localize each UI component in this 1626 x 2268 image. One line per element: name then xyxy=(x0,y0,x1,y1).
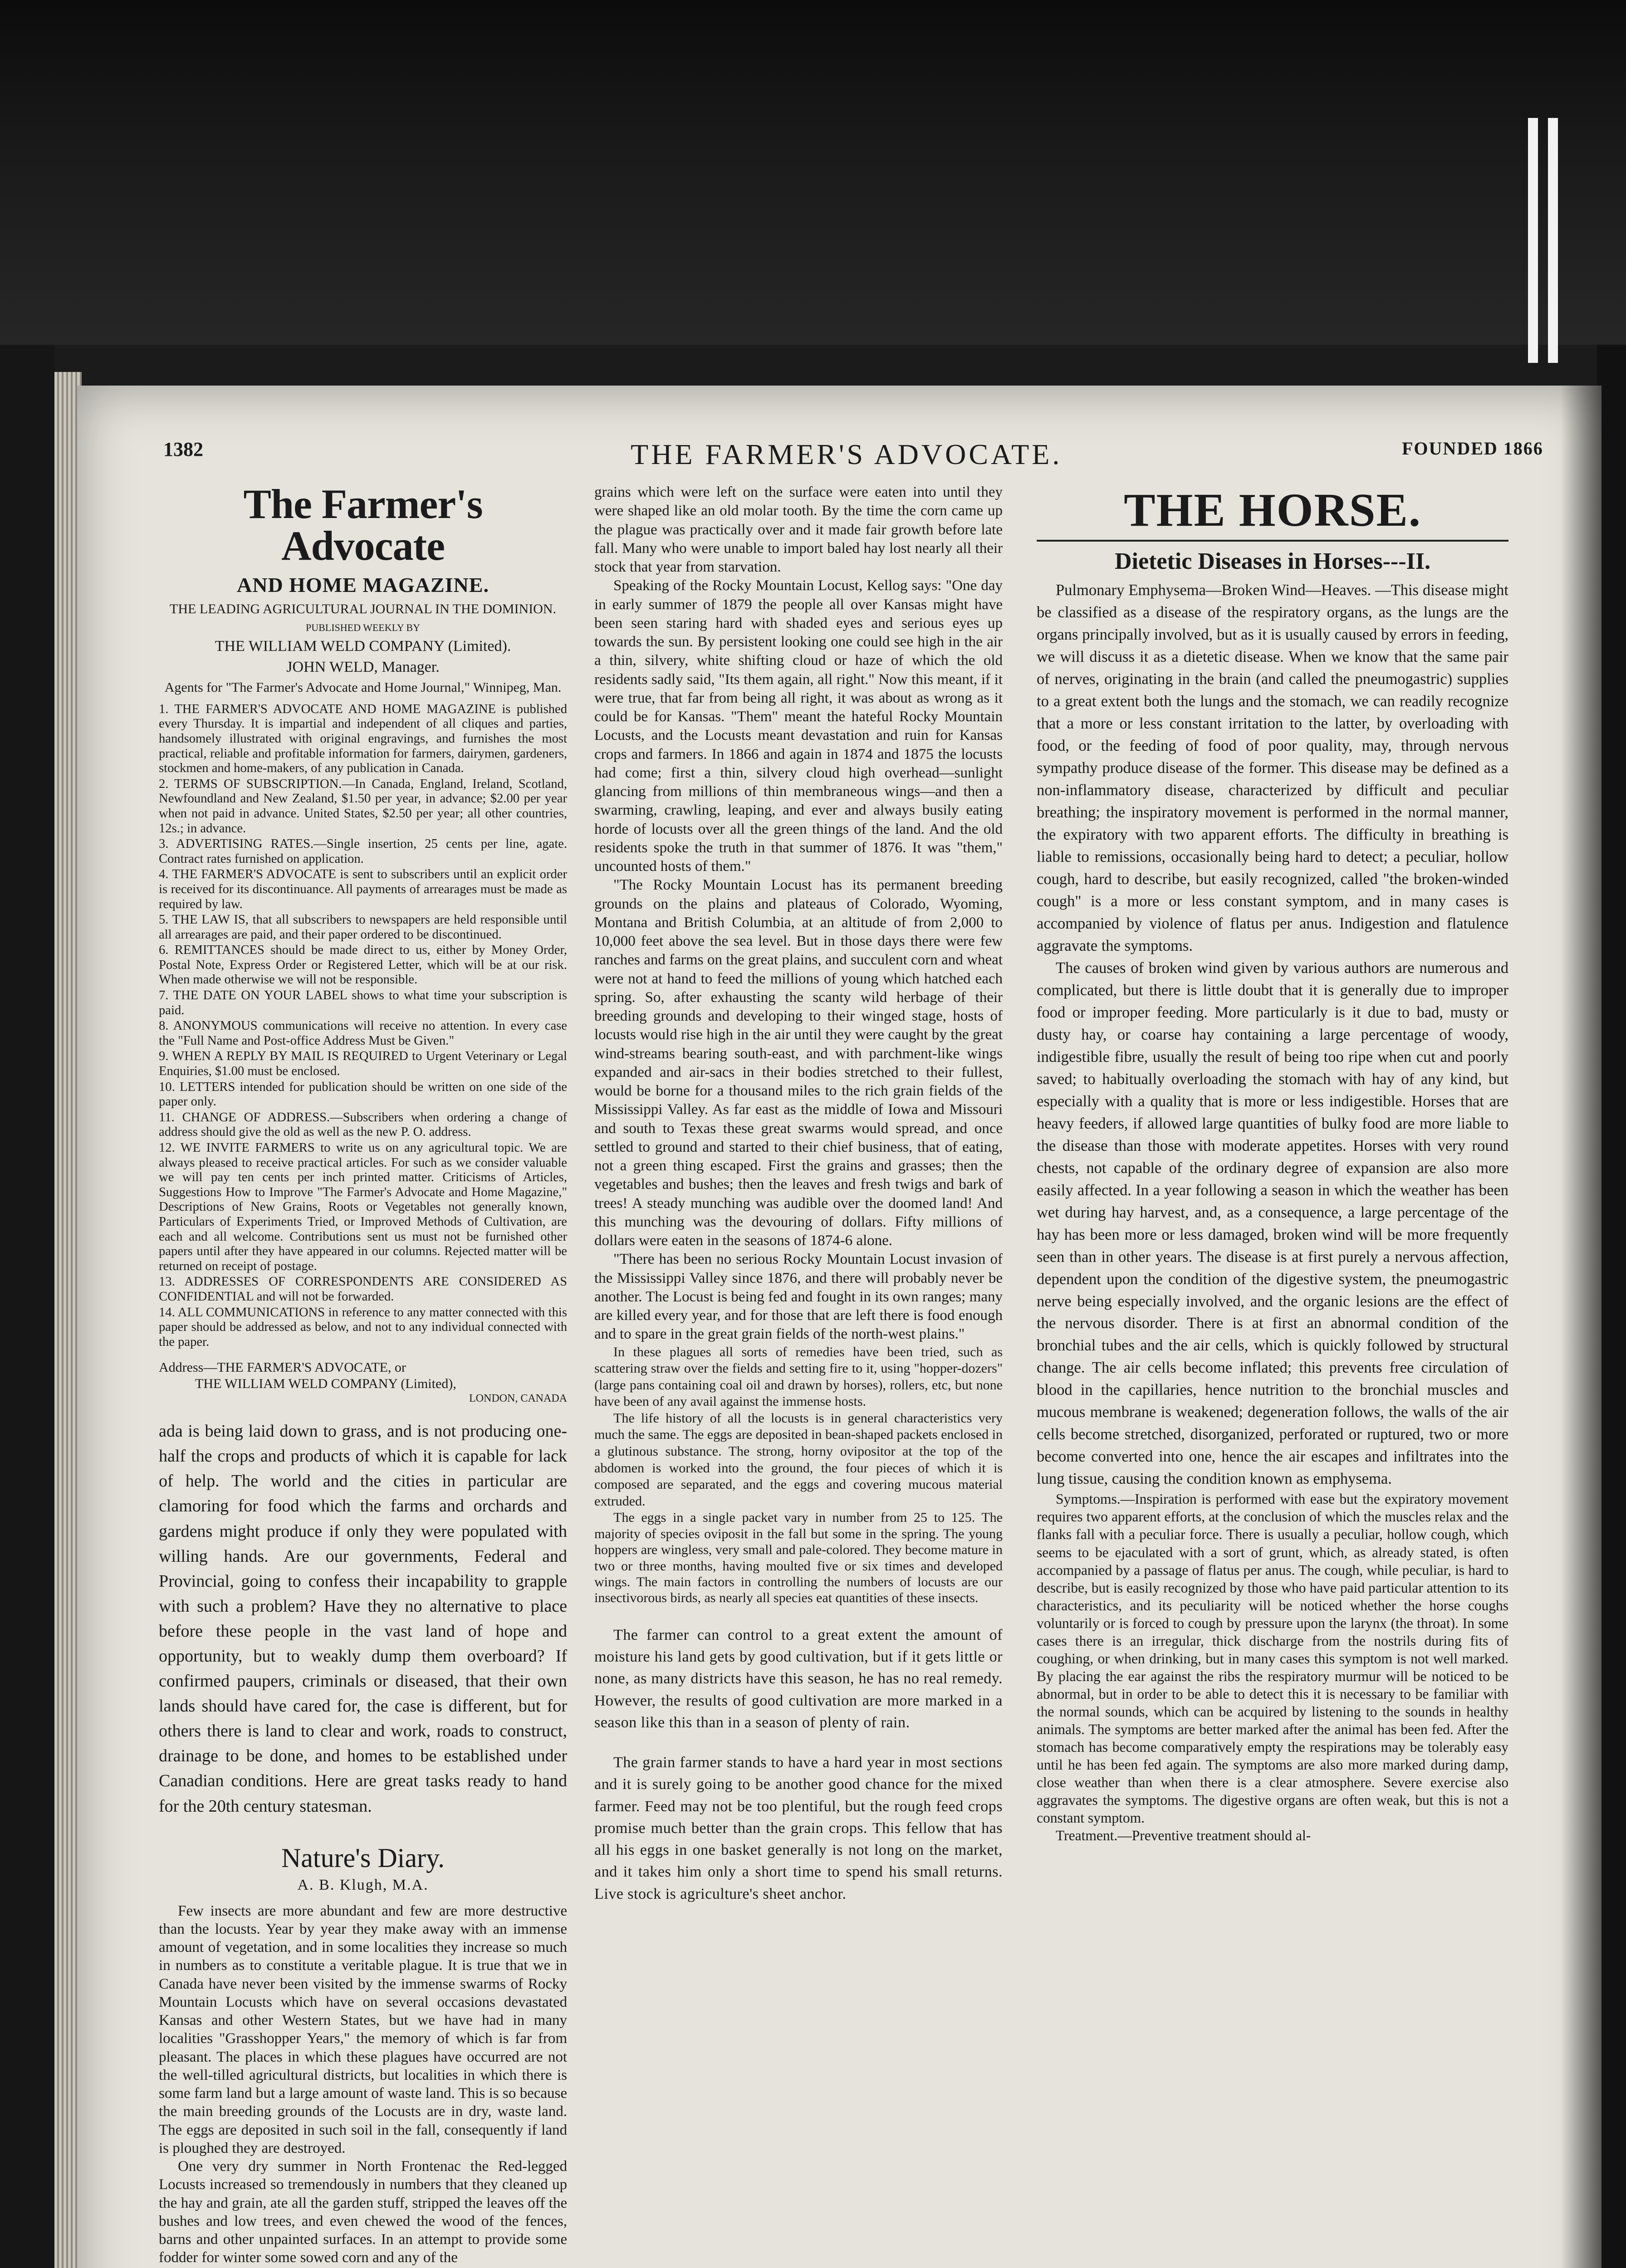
term-item: 4. THE FARMER'S ADVOCATE is sent to subscribers until an explicit order is received for its discontinuance. All payments of arrearages must be made as required by law. xyxy=(159,867,567,911)
agents-note: Agents for "The Farmer's Advocate and Home Journal," Winnipeg, Man. xyxy=(164,679,562,695)
address-block xyxy=(159,1359,567,1405)
column-2 xyxy=(594,483,1003,1905)
microfilm-mark-right xyxy=(1548,118,1558,363)
editorial-paragraph: The farmer can control to a great extent the amount of moisture his land gets by good cultivation, but if it gets little or none, as many districts have this season, he has no real remedy. However, the results of good cultivation are more marked in a season like this than in a season of plenty of rain. xyxy=(594,1626,1003,1731)
masthead-tagline: THE LEADING AGRICULTURAL JOURNAL IN THE DOMINION. xyxy=(170,601,556,616)
natures-diary-article xyxy=(159,1843,567,2267)
page-gutter-shadow xyxy=(1561,386,1602,2268)
article-paragraph: Symptoms.—Inspiration is performed with ease but the expiratory movement requires two apparent efforts, at the conclusion of which the muscles relax and the flanks fall with a peculiar force. There is usually a peculiar, hollow cough, which seems to be ejaculated with a sort of grunt, which, as already stated, is often accompanied by a passage of flatus per anus. The cough, while peculiar, is hard to describe, but is easily recognized by those who have paid particular attention to its characteristics, and its peculiarity will be noticed whether the horse coughs voluntarily or is forced to cough by pressure upon the larynx (the throat). In some cases there is an irregular, thick discharge from the nostrils during fits of coughing, or when drinking, but in many cases this symptom is not well marked. By placing the ear against the ribs the respiratory murmur will be noticed to be abnormal, but in order to be able to detect this it is necessary to be familiar with the normal sounds, which can be acquired by listening to the sounds in healthy animals. The symptoms are better marked after the animal has been fed. After the stomach has become comparatively empty the respirations may be tolerably easy until he has been fed again. The symptoms are also more marked during damp, close weather than when there is a clear atmosphere. Severe exercise also aggravates the symptoms. The digestive organs are often weak, but this is not a constant symptom. xyxy=(1037,1491,1508,1826)
article-paragraph: The causes of broken wind given by various authors are numerous and complicated, but there is little doubt that it is generally due to improper food or improper feeding. More particularly is it due to bad, musty or dusty hay, or coarse hay containing a large percentage of woody, indigestible fibre, usually the result of being too ripe when cut and poorly saved; to habitually overloading the stomach with hay of any kind, but especially with a quality that is more or less indigestible. Horses that are heavy feeders, if allowed large quantities of bulky food are more liable to the disease than those with moderate appetites. Horses with very round chests, not capable of the ordinary degree of expansion are also more easily affected. In a year following a season in which the weather has been wet during hay harvest, and, as a consequence, a large percentage of the hay has been more or less damaged, broken wind will be more frequently seen than in other years. The disease is at first purely a nervous affection, dependent upon the condition of the digestive system, the pneumogastric nerve being especially involved, and the organic lesions are the effect of the nervous disorder. There is at first an abnormal condition of the bronchial tubes and the air cells, which is quickly followed by structural change. The air cells become inflated; this prevents free circulation of blood in the capillaries, hence nutrition to the bronchial muscles and mucous membrane is weakened; degeneration follows, the walls of the air cells become stretched, disorganized, perforated or ruptured, two or more become converted into one, hence the air escapes and infiltrates into the lung tissue, causing the condition known as emphysema. xyxy=(1037,959,1508,1488)
article-paragraph: The life history of all the locusts is in general characteristics very much the same. The eggs are deposited in bean-shaped packets enclosed in a glutinous substance. The strong, horny ovipositor at the top of the abdomen is worked into the ground, the four pieces of which it is composed are separated, and the eggs and covering mucous material extruded. xyxy=(594,1410,1003,1509)
article-paragraph: "The Rocky Mountain Locust has its permanent breeding grounds on the plains and plateaus of Colorado, Wyoming, Montana and British Columbia, at an altitude of from 2,000 to 10,000 feet above the sea level. But in those days there were few ranches and farms on the great plains, and succulent corn and wheat were not at hand to feed the millions of young which hatched each spring. So, after exhausting the scanty wild herbage of their breeding grounds and developing to their winged stage, hosts of locusts would rise high in the air until they were caught by the great wind-streams bearing south-east, and with parchment-like wings expanded and air-sacs in their bodies stretched to their fullest, would be borne for a thousand miles to the rich grain fields of the Mississippi Valley. As far east as the middle of Iowa and Missouri and south to Texas these great swarms would spread, and once settled to ground and started to their chief business, that of eating, not a green thing escaped. First the grains and grasses; then the vegetables and bushes; then the leaves and fresh twigs and bark of trees! A steady munching was audible over the doomed land! And this munching was the devouring of dollars. Fifty millions of dollars were eaten in the seasons of 1874-6 alone. xyxy=(594,877,1003,1249)
page-number: 1382 xyxy=(163,438,203,460)
masthead-subtitle: AND HOME MAGAZINE. xyxy=(237,573,489,596)
publisher-name: THE WILLIAM WELD COMPANY (Limited). xyxy=(215,637,511,655)
term-item: 13. ADDRESSES OF CORRESPONDENTS ARE CONSIDERED AS CONFIDENTIAL and will not be forwarded. xyxy=(159,1275,567,1304)
term-item: 7. THE DATE ON YOUR LABEL shows to what time your subscription is paid. xyxy=(159,988,567,1017)
term-item: 1. THE FARMER'S ADVOCATE AND HOME MAGAZINE is published every Thursday. It is impartial and independent of all cliques and parties, handsomely illustrated with original engravings, and furnishes the most practical, reliable and profitable information for farmers, dairymen, gardeners, stockmen and home-makers, of any publication in Canada. xyxy=(159,702,567,776)
article-author: A. B. Klugh, M.A. xyxy=(297,1876,429,1893)
term-item: 11. CHANGE OF ADDRESS.—Subscribers when ordering a change of address should give the old as well as the new P. O. address. xyxy=(159,1110,567,1139)
term-item: 2. TERMS OF SUBSCRIPTION.—In Canada, England, Ireland, Scotland, Newfoundland and New Zealand, $1.50 per year, in advance; $2.00 per year when not paid in advance. United States, $2.50 per year; all other countries, 12s.; in advance. xyxy=(159,777,567,836)
editorial-paragraph: The grain farmer stands to have a hard year in most sections and it is surely going to be another good chance for the mixed farmer. Feed may not be too plentiful, but the rough feed crops promise much better than the grain crops. This fellow that has all his eggs in one basket generally is not long on the market, and it takes him only a short time to spend his small returns. Live stock is agriculture's sheet anchor. xyxy=(594,1754,1003,1902)
article-paragraph: grains which were left on the surface were eaten into until they were shaped like an old molar tooth. By the time the corn came up the plague was practically over and it made fair growth before late fall. Many who were unable to import baled hay lost nearly all their stock that year from starvation. xyxy=(594,484,1003,575)
article-paragraph: Treatment.—Preventive treatment should al- xyxy=(1056,1828,1311,1844)
microfilm-top-margin xyxy=(0,0,1626,345)
term-item: 9. WHEN A REPLY BY MAIL IS REQUIRED to Urgent Veterinary or Legal Enquiries, $1.00 must be enclosed. xyxy=(159,1049,567,1079)
column-1 xyxy=(159,483,567,2267)
term-item: 5. THE LAW IS, that all subscribers to newspapers are held responsible until all arrearages are paid, and their paper ordered to be discontinued. xyxy=(159,913,567,942)
article-title: Nature's Diary. xyxy=(281,1843,445,1873)
section-title: THE HORSE. xyxy=(1124,484,1421,536)
founded-label: FOUNDED 1866 xyxy=(1402,438,1543,459)
term-item: 6. REMITTANCES should be made direct to us, either by Money Order, Postal Note, Express Order or Registered Letter, which will be at our risk. When made otherwise we will not be responsible. xyxy=(159,943,567,987)
term-item: 8. ANONYMOUS communications will receive no attention. In every case the "Full Name and Post-office Address Must be Given." xyxy=(159,1019,567,1048)
address-line: Address—THE FARMER'S ADVOCATE, or xyxy=(159,1360,406,1375)
article-title: Dietetic Diseases in Horses---II. xyxy=(1114,548,1431,574)
article-paragraph: In these plagues all sorts of remedies have been tried, such as scattering straw over the fields and setting fire to it, using "hopper-dozers" (large pans containing coal oil and drawn by horses), rollers, etc, but none have been of any avail against the immense hosts. xyxy=(594,1344,1003,1409)
article-paragraph: Speaking of the Rocky Mountain Locust, Kellog says: "One day in early summer of 1879 the people all over Kansas might have been seen staring hard with shaded eyes and serious eyes up towards the sun. By persistent looking one could see high in the air a thin, silvery, white shifting cloud or haze of which the old residents sadly said, "Its them again, all right." Now this meant, if it were true, that far from being all right, it was about as wrong as it could be for Kansas. "Them" meant the hateful Rocky Mountain Locusts, and the Locusts meant devastation and ruin for Kansas crops and farmers. In 1866 and again in 1874 and 1875 the locusts had come; first a thin, silvery cloud high overhead—sunlight glancing from millions of thin membraneous wings—and then a swarming, crawling, leaping, and ever and always busily eating horde of locusts over all the green things of the land. And the old residents spoke the truth in that summer of 1876. It was "them," uncounted hosts of them." xyxy=(594,577,1003,875)
term-item: 3. ADVERTISING RATES.—Single insertion, 25 cents per line, agate. Contract rates furnished on application. xyxy=(159,837,567,866)
article-paragraph: "There has been no serious Rocky Mountain Locust invasion of the Mississippi Valley since 1876, and there will probably never be another. The Locust is being fed and fought in its own ranges; many are killed every year, and for those that are left there is food enough and to spare in the great grain fields of the north-west plains." xyxy=(594,1251,1003,1343)
manager-name: JOHN WELD, Manager. xyxy=(286,658,440,675)
address-city: LONDON, CANADA xyxy=(469,1393,567,1405)
address-line: THE WILLIAM WELD COMPANY (Limited), xyxy=(195,1376,456,1392)
article-paragraph: The eggs in a single packet vary in number from 25 to 125. The majority of species oviposit in the fall but some in the spring. The young hoppers are wingless, very small and pale-colored. They become mature in two or three months, having moulted five or six times and developed wings. The main factors in controlling the numbers of locusts are our insectivorous birds, as nearly all species eat quantities of these insects. xyxy=(594,1510,1003,1606)
subscription-terms xyxy=(159,702,567,1350)
column-3 xyxy=(1037,483,1508,1844)
article-paragraph: Few insects are more abundant and few are more destructive than the locusts. Year by year they make away with an immense amount of vegetation, and in some localities they increase so much in numbers as to constitute a veritable plague. It is true that we in Canada have never been visited by the immense swarms of Rocky Mountain Locusts which have on several occasions devastated Kansas and other Western States, but we have had in many localities "Grasshopper Years," the memory of which is far from pleasant. The places in which these plagues have occurred are not the well-tilled agricultural districts, but localities in which there is some farm land but a large amount of waste land. This is so because the main breeding grounds of the Locusts are in dry, waste land. The eggs are deposited in such soil in the fall, consequently if land is ploughed they are destroyed. xyxy=(159,1902,567,2156)
published-weekly-label: PUBLISHED WEEKLY BY xyxy=(305,621,420,633)
term-item: 14. ALL COMMUNICATIONS in reference to any matter connected with this paper should be addressed as below, and not to any individual connected with the paper. xyxy=(159,1305,567,1349)
microfilm-mark-left xyxy=(1528,118,1538,363)
masthead-title: The Farmer's Advocate xyxy=(243,481,483,569)
term-item: 10. LETTERS intended for publication should be written on one side of the paper only. xyxy=(159,1080,567,1109)
section-rule xyxy=(1037,540,1508,542)
article-paragraph: One very dry summer in North Frontenac the Red-legged Locusts increased so tremendously in numbers that they cleaned up the hay and grain, ate all the garden stuff, stripped the leaves off the bushes and low trees, and even chewed the wood of the fences, barns and other unpainted surfaces. In an attempt to provide some fodder for winter some sowed corn and any of the xyxy=(159,2158,567,2266)
newspaper-page xyxy=(77,386,1602,2268)
editorial-text: ada is being laid down to grass, and is not producing one-half the crops and products of which it is capable for lack of help. The world and the cities in particular are clamoring for food which the farms and orchards and gardens might produce if only they were populated with willing hands. Are our governments, Federal and Provincial, going to confess their incapability to grapple with such a problem? Have they no alternative to place before these people in the vast land of hope and opportunity, but to weakly dump them overboard? If confirmed paupers, criminals or diseased, that their own lands should have cared for, the case is different, but for others there is land to clear and work, roads to construct, drainage to be done, and homes to be established under Canadian conditions. Here are great tasks ready to hand for the 20th century statesman. xyxy=(159,1422,567,1816)
microfilm-left-margin xyxy=(0,345,54,2268)
masthead xyxy=(159,483,567,1405)
term-item: 12. WE INVITE FARMERS to write us on any agricultural topic. We are always pleased to receive practical articles. For such as we consider valuable we will pay ten cents per inch printed matter. Criticisms of Articles, Suggestions How to Improve "The Farmer's Advocate and Home Magazine," Descriptions of New Grains, Roots or Vegetables not generally known, Particulars of Experiments Tried, or Improved Methods of Cultivation, are each and all welcome. Contributions sent us must not be furnished other papers until after they have appeared in our columns. Rejected matter will be returned on receipt of postage. xyxy=(159,1141,567,1273)
running-title: THE FARMER'S ADVOCATE. xyxy=(631,438,1063,470)
article-paragraph: Pulmonary Emphysema—Broken Wind—Heaves. —This disease might be classified as a disease of the respiratory organs, as the lungs are the organs principally involved, but as it is usually caused by errors in feeding, we will discuss it as a dietetic disease. When we know that the same pair of nerves, originating in the brain (and called the pneumogastric) supplies to a great extent both the lungs and the stomach, we can readily recognize that a more or less constant irritation to the latter, by overloading with food, or the feeding of food of poor quality, may, through nervous sympathy produce disease of the former. This disease may be defined as a non-inflammatory disease, characterized by difficult and peculiar breathing; the inspiratory movement is performed in the normal manner, the expiratory with two apparent efforts. The difficulty in breathing is liable to remissions, occasionally being hard to detect; a peculiar, hollow cough, hard to describe, but easily recognized, called "the broken-winded cough" is a more or less constant symptom, and in many cases is accompanied by violence of flatus per anus. Indigestion and flatulence aggravate the symptoms. xyxy=(1037,582,1508,954)
